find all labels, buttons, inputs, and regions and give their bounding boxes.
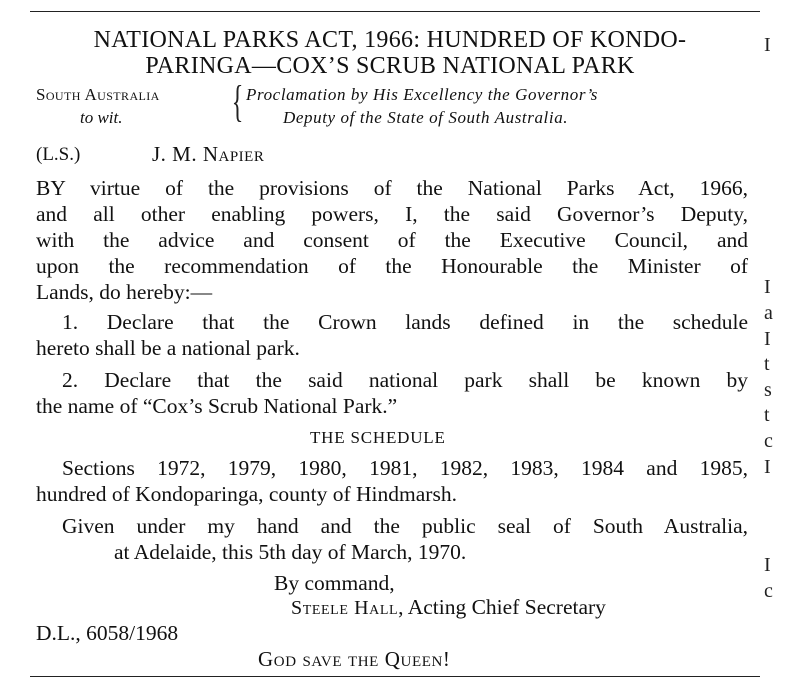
top-rule: [30, 11, 760, 12]
brace-mark: {: [231, 77, 244, 126]
margin-letter: I: [764, 554, 771, 576]
notice-title-line-1: NATIONAL PARKS ACT, 1966: HUNDRED OF KONDO-: [93, 27, 687, 53]
chief-secretary-role: , Acting Chief Secretary: [398, 595, 606, 619]
margin-letter: c: [764, 430, 773, 452]
given-line-1: Given under my hand and the public seal of South Australia,: [62, 514, 748, 538]
adjacent-column-fragment: [764, 11, 792, 676]
preamble-line-2: and all other enabling powers, I, the said Governor’s Deputy,: [36, 202, 748, 226]
proclamation-heading-line-1: Proclamation by His Excellency the Governor’s: [246, 85, 598, 104]
margin-letter: a: [764, 302, 773, 324]
margin-letter: I: [764, 34, 771, 56]
margin-letter: t: [764, 353, 770, 375]
given-line-2: at Adelaide, this 5th day of March, 1970.: [114, 540, 467, 564]
by-command-line: By command,: [274, 571, 395, 595]
margin-letter: s: [764, 379, 772, 401]
schedule-line-1: Sections 1972, 1979, 1980, 1981, 1982, 1983, 1984 and 1985,: [62, 456, 748, 480]
schedule-line-2: hundred of Kondoparinga, county of Hindmarsh.: [36, 482, 457, 506]
margin-letter: c: [764, 580, 773, 602]
clause-1-line-1: 1. Declare that the Crown lands defined in the schedule: [62, 310, 748, 334]
preamble-line-3: with the advice and consent of the Executive Council, and: [36, 228, 748, 252]
preamble-line-1: BY virtue of the provisions of the National Parks Act, 1966,: [36, 176, 748, 200]
preamble-line-5: Lands, do hereby:—: [36, 280, 213, 304]
margin-letter: I: [764, 276, 771, 298]
state-label: South Australia: [36, 85, 160, 104]
margin-letter: t: [764, 404, 770, 426]
clause-2-line-1: 2. Declare that the said national park shall be known by: [62, 368, 748, 392]
clause-1-line-2: hereto shall be a national park.: [36, 336, 300, 360]
margin-letter: I: [764, 456, 771, 478]
preamble-line-4: upon the recommendation of the Honourable the Minister of: [36, 254, 748, 278]
signature-block: [291, 595, 606, 620]
proclamation-heading-line-2: Deputy of the State of South Australia.: [283, 108, 569, 127]
governors-deputy-name: J. M. Napier: [152, 142, 265, 166]
chief-secretary-name: Steele Hall: [291, 597, 399, 619]
bottom-rule: [30, 676, 760, 677]
closing-formula: God save the Queen!: [258, 647, 451, 671]
clause-2-line-2: the name of “Cox’s Scrub National Park.”: [36, 394, 398, 418]
notice-title-line-2: PARINGA—COX’S SCRUB NATIONAL PARK: [145, 53, 635, 79]
schedule-heading: THE SCHEDULE: [310, 428, 446, 447]
to-wit-label: to wit.: [80, 108, 123, 127]
margin-letter: I: [764, 328, 771, 350]
seal-mark: (L.S.): [36, 144, 81, 165]
file-reference: D.L., 6058/1968: [36, 621, 179, 645]
